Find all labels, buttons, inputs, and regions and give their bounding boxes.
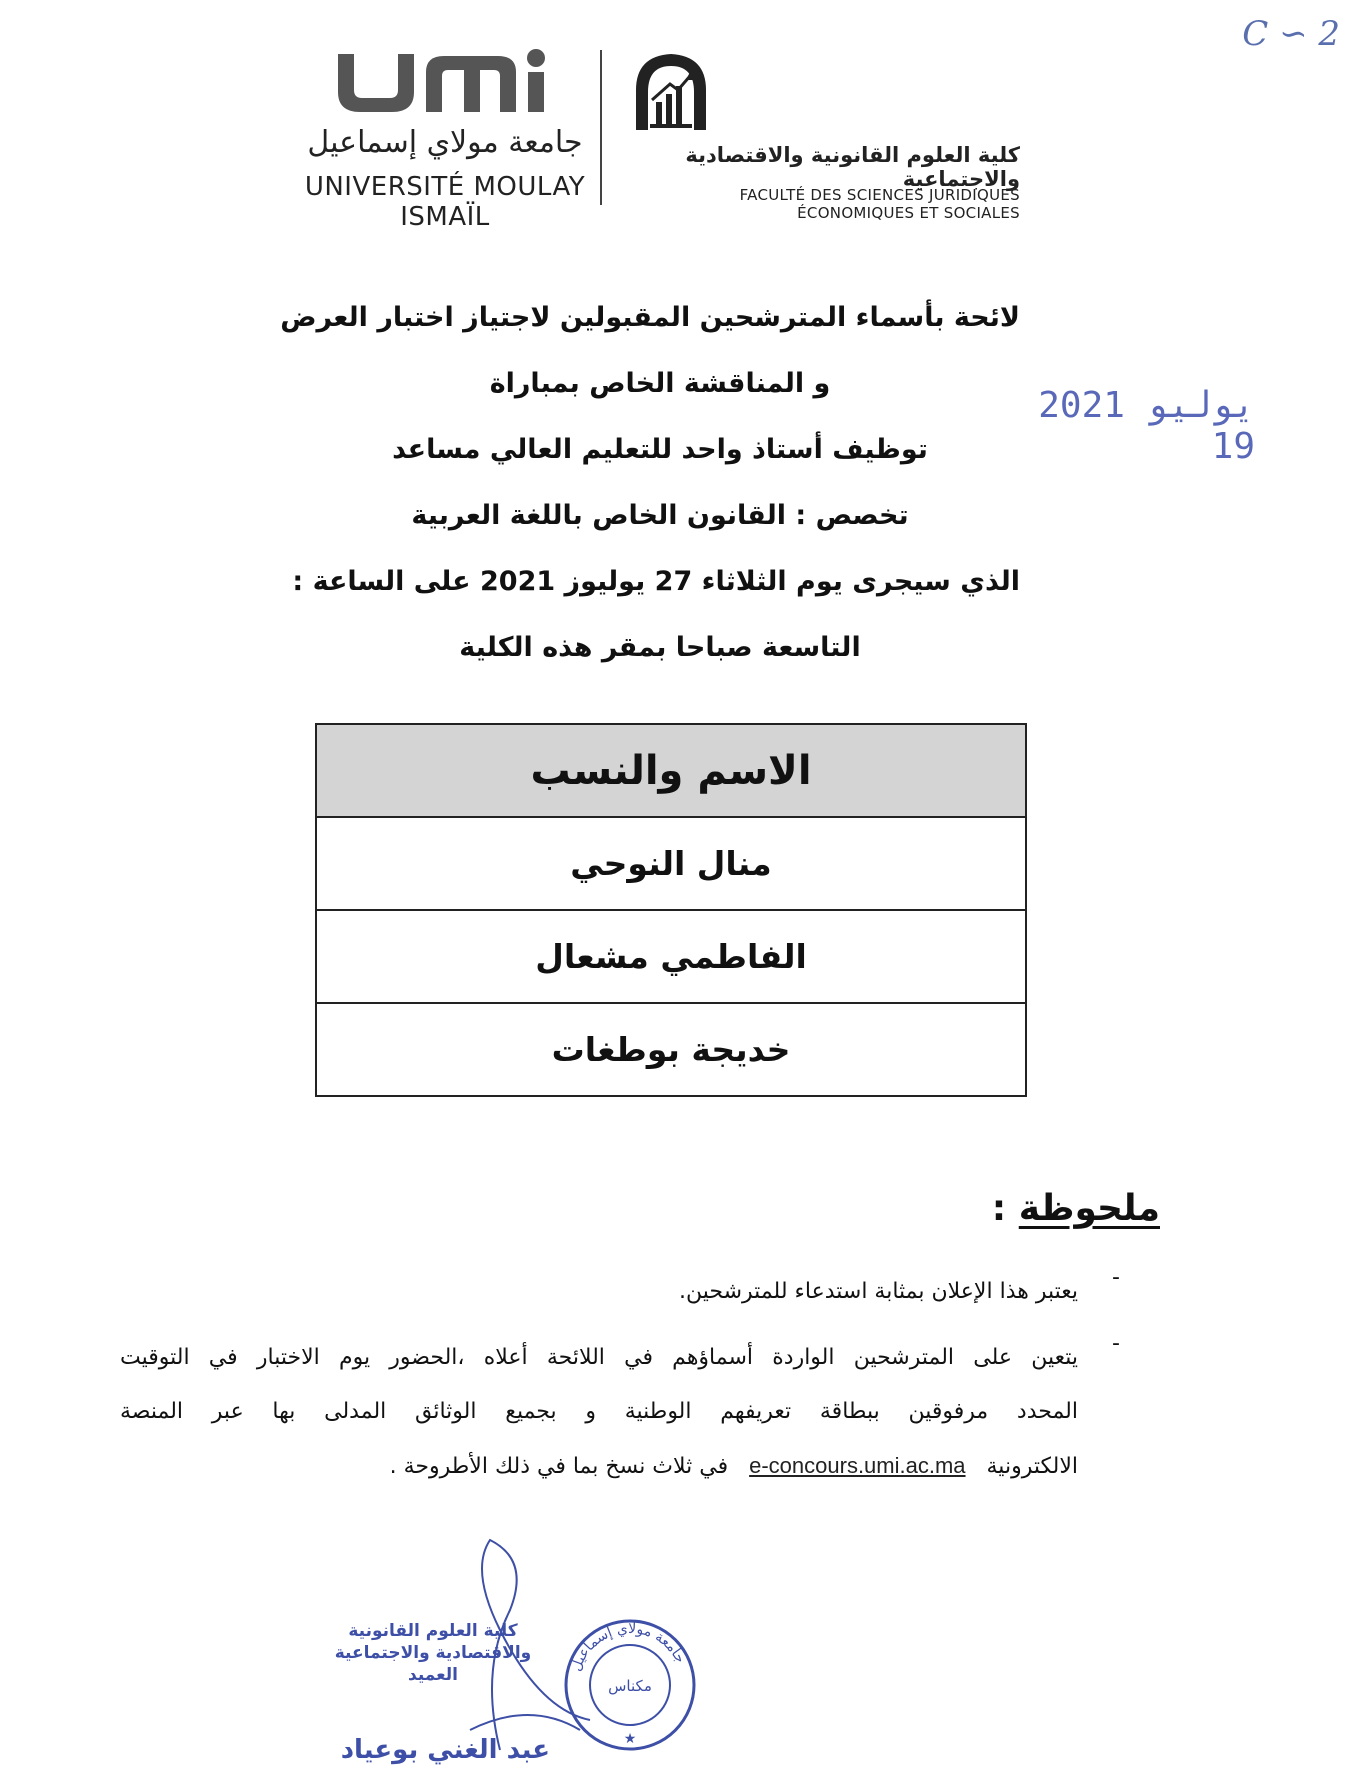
- note-item-1: [120, 1265, 1120, 1319]
- note-text: يعتبر هذا الإعلان بمثابة استدعاء للمترشحين.: [679, 1279, 1078, 1304]
- title-line-3: توظيف أستاذ واحد للتعليم العالي مساعد: [392, 434, 928, 465]
- candidate-name: الفاطمي مشعال: [316, 910, 1026, 1003]
- table-row: [316, 1003, 1026, 1096]
- column-header-name: الاسم والنسب: [316, 724, 1026, 817]
- stamp-line: والاقتصادية والاجتماعية: [334, 1643, 532, 1663]
- note-item-2: [120, 1331, 1120, 1493]
- table-header-row: [316, 724, 1026, 817]
- notes-list: [120, 1265, 1120, 1505]
- title-line-1: لائحة بأسماء المترشحين المقبولين لاجتياز اختبار العرض: [280, 302, 1020, 333]
- university-seal: [560, 1615, 700, 1755]
- umi-logo: [330, 44, 560, 124]
- table-row: [316, 817, 1026, 910]
- note-heading: [960, 1188, 1160, 1229]
- title-line-6: التاسعة صباحا بمقر هذه الكلية: [459, 632, 861, 663]
- note-text: يتعين على المترشحين الواردة أسماؤهم في اللائحة أعلاه ،الحضور يوم الاختبار في التوقيت: [120, 1345, 1078, 1370]
- university-name-fr: UNIVERSITÉ MOULAY ISMAÏL: [304, 172, 586, 232]
- date-stamp: 2021 يوليو 19: [1038, 385, 1255, 467]
- faculty-name-ar: كلية العلوم القانونية والاقتصادية والاجتماعية: [685, 143, 1020, 191]
- title-line-5: الذي سيجرى يوم الثلاثاء 27 يوليوز 2021 على الساعة :: [292, 566, 1020, 597]
- note-heading-text: ملحوظة: [1018, 1188, 1160, 1229]
- note-text: المحدد مرفوقين ببطاقة تعريفهم الوطنية و بجميع الوثائق المدلى بها عبر المنصة: [120, 1399, 1078, 1424]
- candidate-name: منال النوحي: [316, 817, 1026, 910]
- candidates-table: [315, 723, 1027, 1097]
- title-line-4: تخصص : القانون الخاص باللغة العربية: [411, 500, 909, 531]
- faculty-logo: [630, 50, 712, 134]
- announcement-title: [280, 285, 1020, 681]
- dean-stamp: [318, 1620, 548, 1686]
- portal-link[interactable]: e-concours.umi.ac.ma: [749, 1453, 966, 1478]
- faculty-name-fr: FACULTÉ DES SCIENCES JURIDIQUES ÉCONOMIQUES ET SOCIALES: [739, 186, 1020, 222]
- stamp-line: كلية العلوم القانونية: [348, 1621, 518, 1641]
- dean-name: عبد الغني بوعياد: [340, 1735, 550, 1765]
- table-row: [316, 910, 1026, 1003]
- candidate-name: خديجة بوطغات: [316, 1003, 1026, 1096]
- seal-text: جامعة مولاي إسماعيل: [568, 1620, 689, 1674]
- bullet-dash: -: [1112, 1265, 1120, 1290]
- svg-text:جامعة مولاي إسماعيل: [568, 1621, 688, 1674]
- note-text: الالكترونية: [986, 1454, 1078, 1479]
- note-text: في ثلاث نسخ بما في ذلك الأطروحة .: [389, 1454, 729, 1479]
- handwritten-marks: C ∽ 2: [1242, 14, 1340, 54]
- bullet-dash: -: [1112, 1331, 1120, 1356]
- title-line-2: و المناقشة الخاص بمباراة: [489, 368, 831, 399]
- seal-star-icon: ★: [623, 1731, 637, 1747]
- seal-center-text: مكناس: [608, 1677, 652, 1695]
- note-heading-colon: :: [991, 1188, 1007, 1229]
- university-name-ar: جامعة مولاي إسماعيل: [307, 125, 583, 160]
- header-divider: [600, 50, 602, 205]
- stamp-line: العميد: [408, 1665, 458, 1685]
- note-text-final: [120, 1439, 1078, 1493]
